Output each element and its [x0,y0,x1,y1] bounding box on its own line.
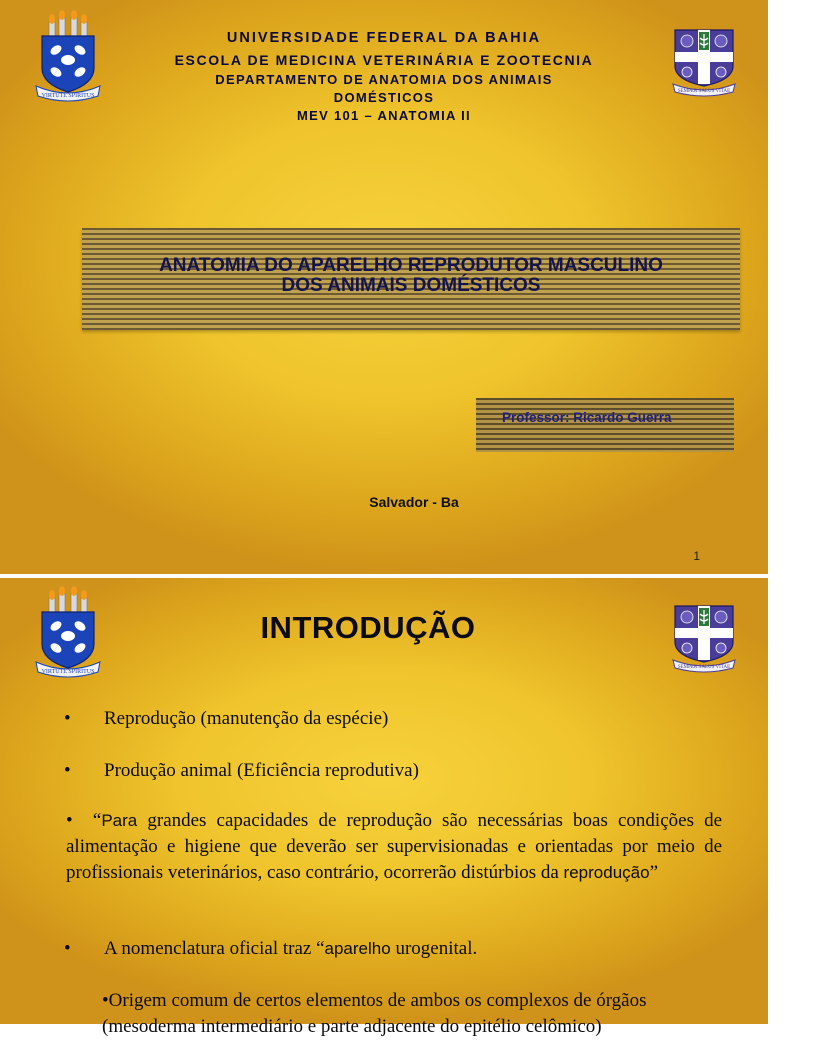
svg-text:VIRTUTE SPIRITUS: VIRTUTE SPIRITUS [41,93,95,99]
bullet-producao-animal [64,760,419,782]
bullet-reproducao [64,708,388,730]
bullet-text-pre: A nomenclatura oficial traz “ [104,938,325,959]
svg-text:VIRTUTE SPIRITUS: VIRTUTE SPIRITUS [41,669,95,675]
page-number: 1 [693,549,700,563]
university-name: UNIVERSIDADE FEDERAL DA BAHIA [226,30,542,46]
bullet-origem-text: •Origem comum de certos elementos de ambos os complexos de órgãos [102,990,647,1011]
quote-word-para: Para [101,811,138,830]
quote-body: grandes capacidades de reprodução são necessárias boas condições de alimentação e higiene que deverão ser supervisionadas e orientadas por meio de profissionais veterinários, caso contrário, ocorrerão distúrbios da [66,810,723,883]
bullet-word-aparelho: aparelho [324,939,391,958]
bullet-origem [102,988,742,1040]
bullet-text: Produção animal (Eficiência reprodutiva) [104,760,419,781]
title-line-1: ANATOMIA DO APARELHO REPRODUTOR MASCULINO [159,255,663,276]
location-text: Salvador - Ba [369,494,459,510]
bullet-marker: • [64,760,71,781]
department-name: DEPARTAMENTO DE ANATOMIA DOS ANIMAIS [215,72,553,87]
bullet-marker: • [64,938,71,959]
school-name: ESCOLA DE MEDICINA VETERINÁRIA E ZOOTECNIA [174,52,594,68]
bullet-nomenclatura [64,938,477,960]
slide-2 [0,578,768,1037]
quote-open: “ [92,810,102,831]
bullet-text: Reprodução (manutenção da espécie) [104,708,389,729]
professor-name: Professor: Ricardo Guerra [502,410,672,425]
slide-title: INTRODUÇÃO [260,610,476,645]
svg-text:SEMPER SALUS VITAE: SEMPER SALUS VITAE [677,665,731,670]
bullet-quote-paragraph [66,808,722,886]
professor-banner [476,398,734,452]
title-banner [82,228,740,330]
title-line-2: DOS ANIMAIS DOMÉSTICOS [281,275,541,296]
bullet-text-post: urogenital. [390,938,478,959]
presentation-title [82,256,740,296]
quote-close: ” [649,862,658,883]
bullet-origem-continuation: (mesoderma intermediário e parte adjacente do epitélio celômico) [102,1016,602,1037]
quote-word-reproducao: reprodução [563,863,650,882]
bullet-marker: • [66,810,73,831]
course-code: MEV 101 – ANATOMIA II [297,108,471,123]
bullet-marker: • [64,708,71,729]
svg-text:SEMPER SALUS VITAE: SEMPER SALUS VITAE [677,89,731,94]
department-name-cont: DOMÉSTICOS [333,90,435,105]
